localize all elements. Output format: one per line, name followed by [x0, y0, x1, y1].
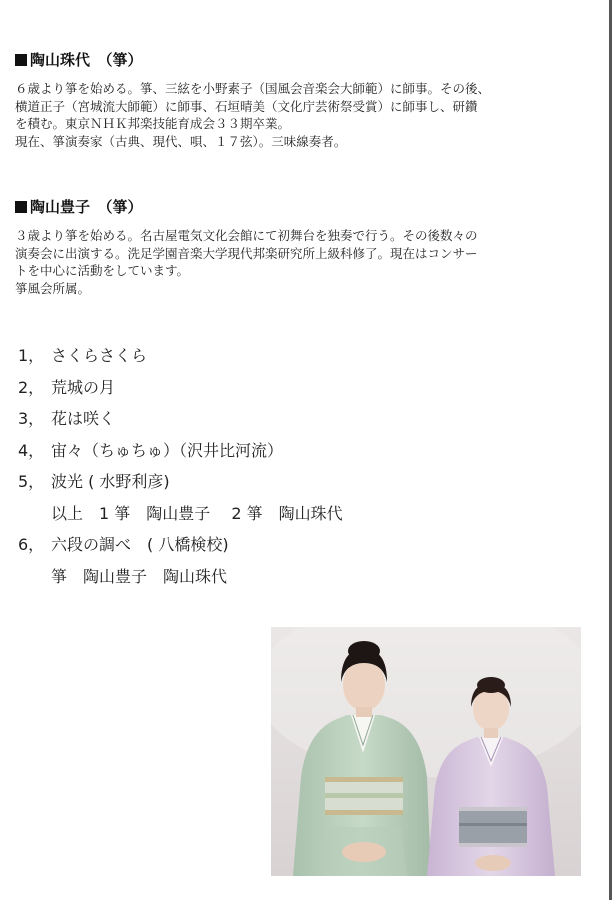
black-square-icon: [15, 201, 27, 213]
performer-bio: [15, 80, 585, 150]
performers-photo: [271, 627, 581, 876]
program-title: 波光 ( 水野利彦): [51, 472, 170, 491]
performer-section-tamayo: [15, 50, 585, 150]
bio-line: ６歳より箏を始める。箏、三絃を小野素子（国風会音楽会大師範）に師事。その後、: [15, 81, 491, 96]
performer-heading: [15, 50, 585, 70]
program-number: 4，: [18, 440, 45, 460]
program-item: [18, 376, 578, 408]
right-border-line: [609, 0, 612, 900]
performer-heading: [15, 197, 585, 217]
bio-line: を積む。東京ＮＨＫ邦楽技能育成会３３期卒業。: [15, 116, 291, 131]
program-item: [18, 407, 578, 439]
program-performers-note: 箏 陶山豊子 陶山珠代: [51, 566, 228, 586]
program-title: 花は咲く: [51, 409, 116, 428]
program-title: 宙々（ちゅちゅ）（沢井比河流）: [51, 440, 284, 460]
program-number: 2，: [18, 377, 45, 397]
program-item: [18, 533, 578, 565]
black-square-icon: [15, 54, 27, 66]
program-title: さくらさくら: [51, 346, 148, 365]
program-title: 六段の調べ ( 八橋検校): [51, 535, 229, 554]
bio-line: 演奏会に出演する。洗足学園音楽大学現代邦楽研究所上級科修了。現在はコンサー: [15, 245, 478, 261]
performer-heading-text: 陶山珠代 （箏）: [30, 51, 143, 69]
program-item: [18, 344, 578, 376]
program-item: [18, 439, 578, 471]
program-number: 3，: [18, 409, 45, 428]
program-performers-note: 以上 1 箏 陶山豊子 2 箏 陶山珠代: [51, 503, 343, 523]
program-item: [18, 470, 578, 502]
bio-line: 現在、箏演奏家（古典、現代、唄、１７弦）。三味線奏者。: [15, 133, 347, 149]
performers-photo-illustration: [271, 627, 581, 876]
bio-line: 横道正子（宮城流大師範）に師事、石垣晴美（文化庁芸術祭受賞）に師事し、研鑽: [15, 98, 478, 114]
bio-line: トを中心に活動をしています。: [15, 263, 190, 278]
bio-line: 箏風会所属。: [15, 280, 91, 296]
performer-heading-text: 陶山豊子 （箏）: [30, 198, 143, 216]
performer-section-toyoko: [15, 197, 585, 297]
performer-bio: [15, 227, 585, 297]
program-number: 5，: [18, 472, 45, 491]
program-number: 6，: [18, 535, 45, 554]
program-list: [18, 344, 578, 596]
program-title: 荒城の月: [51, 377, 116, 397]
program-number: 1，: [18, 346, 45, 365]
bio-line: ３歳より箏を始める。名古屋電気文化会館にて初舞台を独奏で行う。その後数々の: [15, 228, 478, 243]
